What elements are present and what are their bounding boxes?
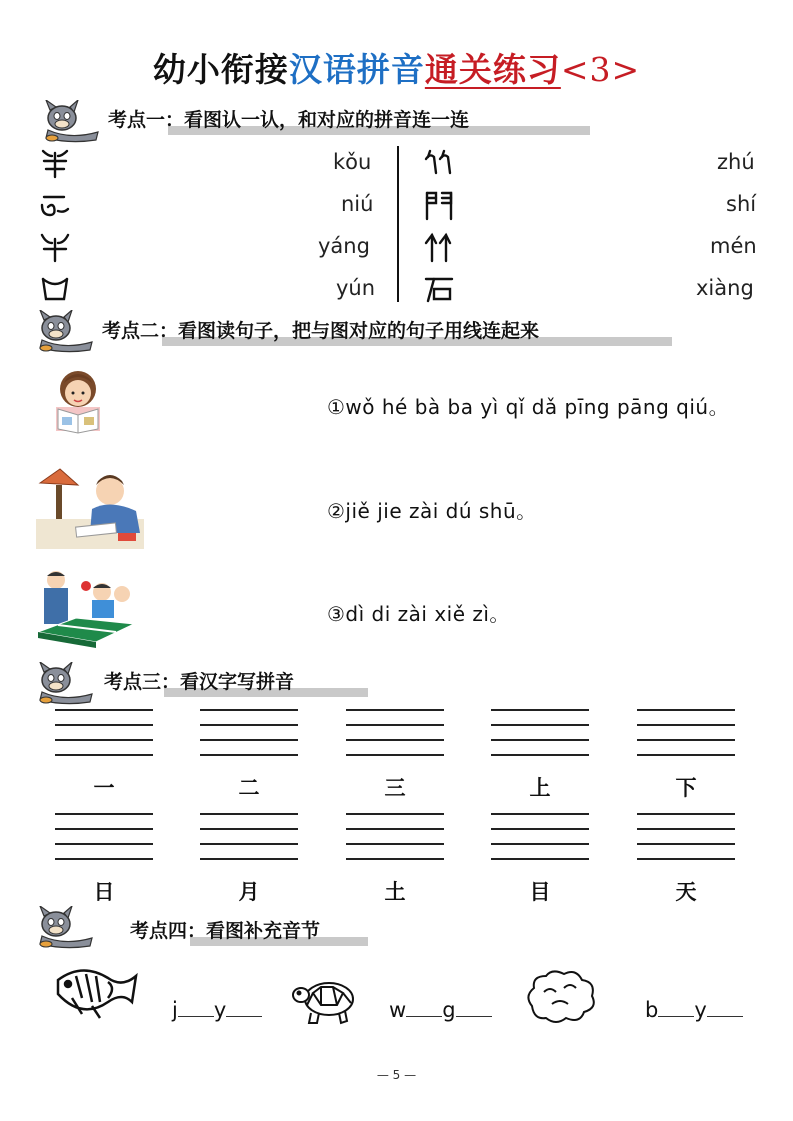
fill-blank-2-initial: w <box>389 998 407 1022</box>
section-4-title: 考点四：看图补充音节 <box>130 920 321 942</box>
blank-line[interactable] <box>456 998 492 1017</box>
ping-pong-picture <box>36 566 134 652</box>
turtle-picture <box>291 975 359 1027</box>
sheep-glyph-icon <box>38 147 72 179</box>
fill-blank-2[interactable] <box>389 998 492 1022</box>
title-part-2: 汉语拼音 <box>288 50 425 89</box>
bamboo-leaves-glyph-icon <box>422 231 456 263</box>
ox-glyph-icon <box>38 231 72 263</box>
blank-line[interactable] <box>178 998 214 1017</box>
page-number: — 5 — <box>376 1068 417 1082</box>
boy-writing-picture <box>36 463 144 549</box>
girl-reading-picture <box>40 365 120 435</box>
section-2-header <box>102 316 672 346</box>
title-part-4: <3> <box>560 50 641 89</box>
fill-blank-3[interactable] <box>645 998 743 1022</box>
char-10: 天 <box>675 879 697 904</box>
title-part-1: 幼小衔接 <box>152 50 289 89</box>
title-part-3: 通关练习 <box>424 50 561 89</box>
fill-blank-3-second: y <box>694 998 707 1022</box>
pinyin-right-1: zhú <box>717 150 755 174</box>
fish-picture <box>52 958 142 1026</box>
stone-glyph-icon <box>422 273 456 305</box>
bamboo-glyph-icon <box>422 147 456 179</box>
char-9: 目 <box>529 879 551 904</box>
char-6: 日 <box>93 879 115 904</box>
sentence-2: ②jiě jie zài dú shū。 <box>327 499 537 523</box>
gate-glyph-icon <box>422 189 456 221</box>
pinyin-right-3: mén <box>710 234 757 258</box>
char-7: 月 <box>238 879 260 904</box>
fill-blank-1[interactable] <box>172 998 262 1022</box>
blank-line[interactable] <box>226 998 262 1017</box>
cloud-glyph-icon <box>38 189 72 221</box>
cat-mascot-icon <box>34 662 96 706</box>
blank-line[interactable] <box>658 998 694 1017</box>
sentence-3: ③dì di zài xiě zì。 <box>327 602 510 626</box>
pinyin-left-2: niú <box>341 192 374 216</box>
section-3-title: 考点三：看汉字写拼音 <box>104 671 295 693</box>
char-8: 土 <box>384 879 406 904</box>
cat-mascot-icon <box>40 100 102 144</box>
sentence-1: ①wǒ hé bà ba yì qǐ dǎ pīng pāng qiú。 <box>327 395 730 419</box>
fill-blank-1-initial: j <box>172 998 178 1022</box>
char-4: 上 <box>529 775 551 800</box>
pinyin-right-4: xiàng <box>696 276 754 300</box>
section-3-header <box>104 667 368 697</box>
section-1-header <box>108 105 590 135</box>
blank-line[interactable] <box>406 998 442 1017</box>
fill-blank-1-second: y <box>213 998 227 1022</box>
pinyin-left-1: kǒu <box>333 150 372 174</box>
pinyin-right-2: shí <box>726 192 757 216</box>
char-2: 二 <box>238 775 260 800</box>
fill-blank-2-second: g <box>442 998 456 1022</box>
cat-mascot-icon <box>34 310 96 354</box>
blank-line[interactable] <box>707 998 743 1017</box>
cat-mascot-icon <box>34 906 96 950</box>
char-3: 三 <box>384 775 406 800</box>
page-title <box>0 44 793 91</box>
section-4-header <box>130 916 368 946</box>
mouth-glyph-icon <box>38 273 72 305</box>
char-1: 一 <box>93 775 115 800</box>
cloud-picture <box>522 966 598 1030</box>
section-1-title: 考点一：看图认一认，和对应的拼音连一连 <box>108 109 470 131</box>
pinyin-left-4: yún <box>336 276 376 300</box>
fill-blank-3-initial: b <box>645 998 659 1022</box>
pinyin-left-3: yáng <box>318 234 370 258</box>
section-2-title: 考点二：看图读句子，把与图对应的句子用线连起来 <box>102 320 540 342</box>
char-5: 下 <box>675 775 697 800</box>
column-divider <box>397 146 399 302</box>
